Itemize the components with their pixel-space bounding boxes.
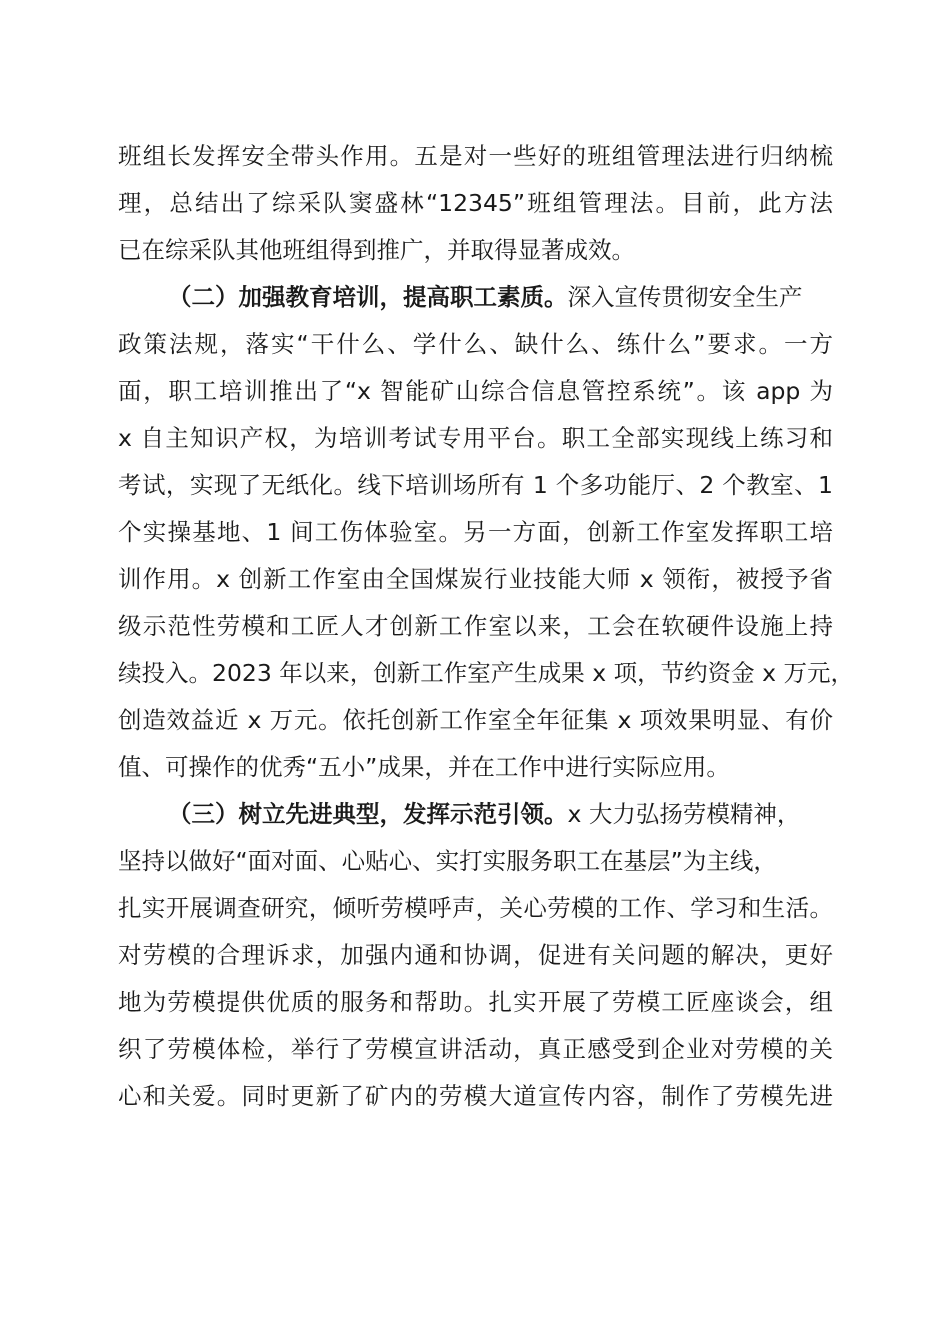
- paragraph-line: 对劳模的合理诉求，加强内通和协调，促进有关问题的解决，更好: [118, 941, 833, 969]
- paragraph-line: 训作用。x 创新工作室由全国煤炭行业技能大师 x 领衔，被授予省: [118, 565, 833, 593]
- paragraph-line: 政策法规，落实“干什么、学什么、缺什么、练什么”要求。一方: [118, 330, 833, 358]
- paragraph-line: 创造效益近 x 万元。依托创新工作室全年征集 x 项效果明显、有价: [118, 706, 833, 734]
- paragraph-line: 织了劳模体检，举行了劳模宣讲活动，真正感受到企业对劳模的关: [118, 1035, 833, 1063]
- paragraph-line: 考试，实现了无纸化。线下培训场所有 1 个多功能厅、2 个教室、1: [118, 471, 833, 499]
- paragraph-line: 心和关爱。同时更新了矿内的劳模大道宣传内容，制作了劳模先进: [118, 1082, 833, 1110]
- paragraph-first-line: [118, 274, 833, 321]
- paragraph-line: 地为劳模提供优质的服务和帮助。扎实开展了劳模工匠座谈会，组: [118, 988, 833, 1016]
- section-heading: （三）树立先进典型，发挥示范引领。: [168, 800, 568, 828]
- paragraph-text: x 大力弘扬劳模精神，: [567, 800, 801, 828]
- document-body: [118, 133, 854, 1120]
- paragraph-line: 已在综采队其他班组得到推广，并取得显著成效。: [118, 236, 635, 264]
- paragraph-line: 值、可操作的优秀“五小”成果，并在工作中进行实际应用。: [118, 753, 730, 781]
- paragraph-first-line: [118, 791, 833, 838]
- section-heading: （二）加强教育培训，提高职工素质。: [168, 283, 568, 311]
- paragraph-line: 坚持以做好“面对面、心贴心、实打实服务职工在基层”为主线，: [118, 847, 777, 875]
- paragraph-line: 级示范性劳模和工匠人才创新工作室以来，工会在软硬件设施上持: [118, 612, 833, 640]
- paragraph-line: 个实操基地、1 间工伤体验室。另一方面，创新工作室发挥职工培: [118, 518, 833, 546]
- paragraph-line: 理，总结出了综采队窦盛林“12345”班组管理法。目前，此方法: [118, 189, 833, 217]
- paragraph-line: 面，职工培训推出了“x 智能矿山综合信息管控系统”。该 app 为: [118, 377, 833, 405]
- paragraph-text: 深入宣传贯彻安全生产: [567, 283, 803, 311]
- paragraph-line: 续投入。2023 年以来，创新工作室产生成果 x 项，节约资金 x 万元，: [118, 659, 854, 687]
- paragraph-line: 扎实开展调查研究，倾听劳模呼声，关心劳模的工作、学习和生活。: [118, 894, 833, 922]
- paragraph-line: x 自主知识产权，为培训考试专用平台。职工全部实现线上练习和: [118, 424, 833, 452]
- paragraph-line: 班组长发挥安全带头作用。五是对一些好的班组管理法进行归纳梳: [118, 142, 833, 170]
